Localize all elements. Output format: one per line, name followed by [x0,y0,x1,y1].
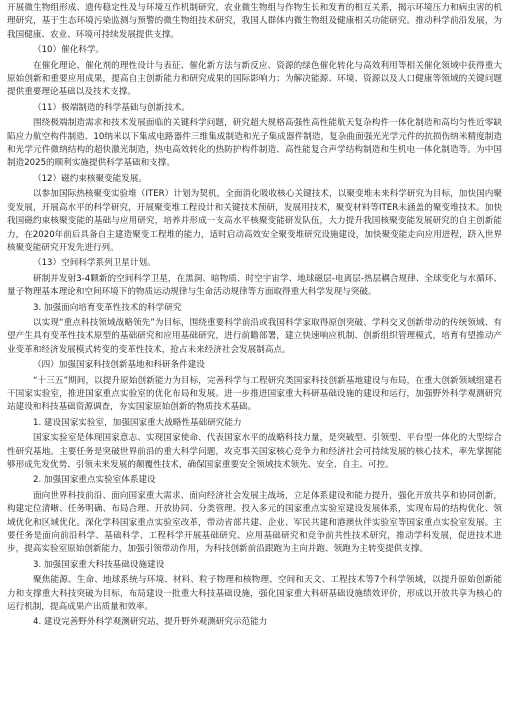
paragraph-key-labs: 面向世界科技前沿、面向国家重大需求、面向经济社会发展主战场，立足体系建设和能力提升，强化开放共享和协同创新，构建定位清晰、任务明确、布局合理、开放协同、分类管理、投入多元的国家重点实验室建设发展体系，实现布局的结构优化、领域优化和区域优化。深化学科国家重点实验室改革，带动省部共建、企业、军民共建和港澳伙伴实验室等国家重点实验室发展。主要任务是面向前沿科学、基础科学、工程科学开展基础研究、应用基础研究和竞争前共性技术研究，推动学科发展，促进技术进步，提高实验室原始创新能力，加强引领带动作用，为科技创新前沿跟跑为主向并跑、领跑为主转变提供支撑。 [7,490,502,555]
paragraph-section-four: “十三五”期间，以提升原始创新能力为目标，完善科学与工程研究类国家科技创新基地建设与布局，在重大创新领域组建若干国家实验室，推进国家重点实验室的优化布局和发展。进一步推进国家重大科研基础设施的建设和运行，加强野外科学观测研究站建设和科技基础资源调查，夯实国家原始创新的物质技术基础。 [7,375,502,413]
heading-catalysis: （10）催化科学。 [33,45,105,56]
heading-section-four: （四）加强国家科技创新基地和科研条件建设 [33,360,205,371]
paragraph-fusion: 以参加国际热核聚变实验堆（ITER）计划为契机，全面消化吸收核心关键技术，以聚变堆未来科学研究为目标，加快国内聚变发展，开展高水平的科学研究，开展聚变堆工程设计和关键技术预研，发展用技术，聚变材料等ITER未涵盖的聚变堆技术。加快我国磁约束核聚变能的基础与应用研究，培养并形成一支高水平核聚变能研发队伍，大力提升我国核聚变能发展研究的自主创新能力，在2020年前后具备自主建造聚变工程堆的能力，适时启动高效安全聚变堆研究设施建设，加快聚变能走向应用进程，跻入世界核聚变能研究开发先进行列。 [7,189,502,253]
heading-space-science: （13）空间科学系列卫星计划。 [33,258,156,269]
paragraph-transformative-tech: 以实现“重点科技领域战略领先”为目标，围绕重要科学前沿或我国科学家取得原创突破、学科交叉创新带动的传统领域、有望产生具有变革性技术原型的基础研究和应用基础研究，进行前瞻部署，建立快速响应机制、创新组织管理模式，培育有望推动产业变革和经济发展模式转变的变革性技术，抢占未来经济社会发展制高点。 [7,317,502,355]
paragraph-space-science: 研制并发射3-4颗新的空间科学卫星，在黑洞、暗物质、时空宇宙学、地球磁层-电离层-热层耦合规律、全球变化与水循环、量子物理基本理论和空间环境下的物质运动规律与生命活动规律等方面取得重大科学发现与突破。 [7,273,502,298]
heading-fusion: （12）磁约束核聚变能发展。 [33,173,148,184]
paragraph-infrastructure: 聚焦能源、生命、地球系统与环境、材料、粒子物理和核物理、空间和天文、工程技术等7个科学领域，以提升原始创新能力和支撑重大科技突破为目标，布局建设一批重大科技基础设施，强化国家重大科研基础设施绩效评价，形成以开放共享为核心的运行机制，提高成果产出质量和效率。 [7,575,502,613]
paragraph-extreme-manufacturing: 围绕极端制造需求和技术发展面临的关键科学问题，研究超大规格高强性高性能航天复杂构件一体化制造和高均匀性近零缺陷应力航空构件制造、10纳米以下集成电路器件三维集成制造和光子集成器件制造，复杂曲面强光光学元件的抗损伤纳米精度制造和光学元件微纳结构的超快激光制造，热电高效转化的热防护构件制造、高性能复合声学结构制造和生机电一体化制造等。为中国制造2025的顺利实施提供科学基础和支撑。 [7,118,502,169]
heading-extreme-manufacturing: （11）极端制造的科学基础与创新技术。 [33,102,191,113]
heading-field-stations: 4. 建设完善野外科学观测研究站，提升野外观测研究示范能力 [33,617,268,628]
heading-national-labs: 1. 建设国家实验室，加强国家重大战略性基础研究能力 [33,417,242,428]
heading-infrastructure: 3. 加强国家重大科技基础设施建设 [33,559,165,570]
heading-transformative-tech: 3. 加强面向培育变革性技术的科学研究 [33,302,182,313]
paragraph-catalysis: 在催化理论、催化剂的理性设计与表征、催化新方法与新反应、资源的绿色催化转化与高效利用等相关催化领域中获得重大原始创新和重要应用成果，提高自主创新能力和研究成果的国际影响力；为解决能源、环境、资源以及人口健康等领域的关键问题提供重要理论基础以及技术支撑。 [7,60,502,98]
paragraph-national-labs: 国家实验室是体现国家意志、实现国家使命、代表国家水平的战略科技力量，是突破型、引领型、平台型一体化的大型综合性研究基地。主要任务是突破世界前沿的重大科学问题，攻克事关国家核心竞争力和经济社会可持续发展的核心技术，率先掌握能够形成先发优势、引领未来发展的颠覆性技术，确保国家重要安全领域技术领先、安全、自主、可控。 [7,433,502,470]
paragraph-microbiome: 开展微生物组形成、遗传稳定性及与环境互作机制研究，农业微生物组与作物生长和发育的相互关系，揭示环境压力和病虫害的机理研究，基于生态环境污染监测与预警的微生物组技术研究，我国人群体内微生物组及健康相关功能研究。推动科学前沿发展，为我国健康、农业、环境可持续发展提供支撑。 [7,3,502,40]
heading-key-labs: 2. 加强国家重点实验室体系建设 [33,475,156,486]
